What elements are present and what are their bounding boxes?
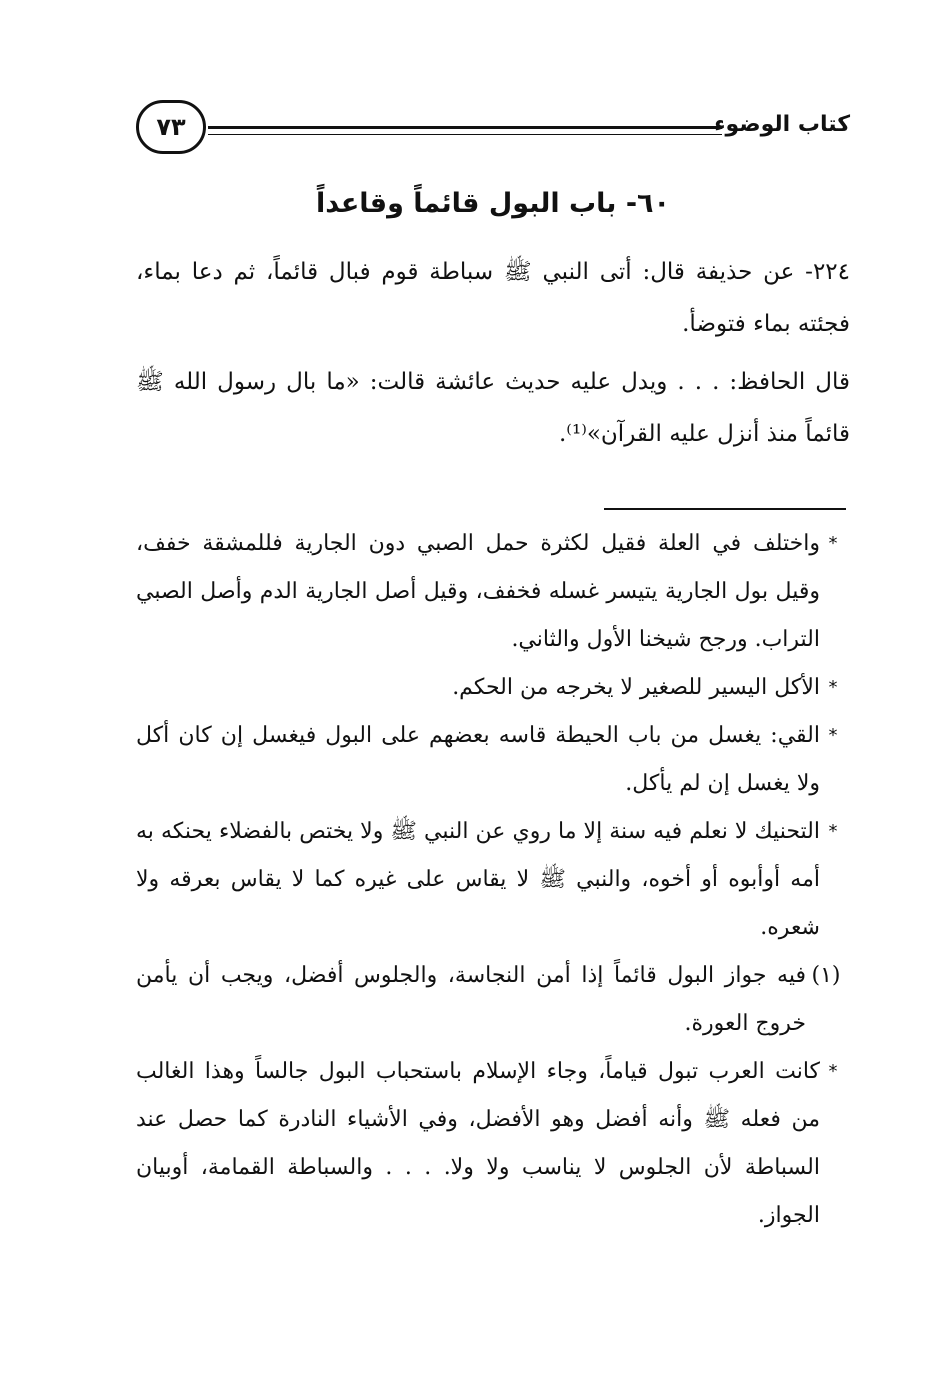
footnote-text: كانت العرب تبول قياماً، وجاء الإسلام باستحباب البول جالساً وهذا الغالب من فعله ﷺ وأنه أفضل وهو الأفضل، وفي الأشياء النادرة كما حصل عند السباطة لأن الجلوس لا يناسب ولا ولا. . . . والسباطة القمامة، أوبيان الجواز. <box>136 1059 820 1228</box>
hafiz-commentary: قال الحافظ: . . . ويدل عليه حديث عائشة قالت: «ما بال رسول الله ﷺ قائماً منذ أنزل عليه القرآن»⁽¹⁾. <box>136 369 850 447</box>
hadith-paragraph: ٢٢٤- عن حذيفة قال: أتى النبي ﷺ سباطة قوم فبال قائماً، ثم دعا بماء، فجئته بماء فتوضأ. <box>136 259 850 337</box>
footnote-item <box>136 520 846 664</box>
footnote-text: التحنيك لا نعلم فيه سنة إلا ما روي عن النبي ﷺ ولا يختص بالفضلاء يحنكه به أمه أوأبوه أو أخوه، والنبي ﷺ لا يقاس على غيره كما لا يقاس بعرقه ولا شعره. <box>136 819 820 940</box>
book-title: كتاب الوضوء <box>714 112 850 137</box>
chapter-heading: ٦٠- باب البول قائماً وقاعداً <box>315 188 671 219</box>
footnote-marker: * <box>828 533 838 554</box>
page-number: ٧٣ <box>136 100 206 154</box>
footnote-item <box>136 664 846 712</box>
footnote-marker: * <box>828 1061 838 1082</box>
footnote-item <box>136 1048 846 1240</box>
footnote-text: فيه جواز البول قائماً إذا أمن النجاسة، والجلوس أفضل، ويجب أن يأمن خروج العورة. <box>136 963 806 1036</box>
footnote-text: الأكل اليسير للصغير لا يخرجه من الحكم. <box>452 675 820 700</box>
header-rule <box>208 126 722 135</box>
footnote-text: القي: يغسل من باب الحيطة قاسه بعضهم على البول فيغسل إن كان أكل ولا يغسل إن لم يأكل. <box>136 723 820 796</box>
footnote-marker: (١) <box>811 963 841 988</box>
hadith-text <box>136 246 850 466</box>
footnote-item <box>136 952 846 1048</box>
footnote-text: واختلف في العلة فقيل لكثرة حمل الصبي دون الجارية فللمشقة خفف، وقيل بول الجارية يتيسر غسله فخفف، وقيل أصل الجارية الدم وأصل الصبي التراب. ورجح شيخنا الأول والثاني. <box>136 531 820 652</box>
footnote-separator <box>604 508 846 510</box>
footnote-marker: * <box>828 677 838 698</box>
page-header <box>136 100 850 156</box>
footnote-marker: * <box>828 821 838 842</box>
footnote-item <box>136 808 846 952</box>
footnote-marker: * <box>828 725 838 746</box>
footnote-item <box>136 712 846 808</box>
footnotes <box>136 520 846 1240</box>
